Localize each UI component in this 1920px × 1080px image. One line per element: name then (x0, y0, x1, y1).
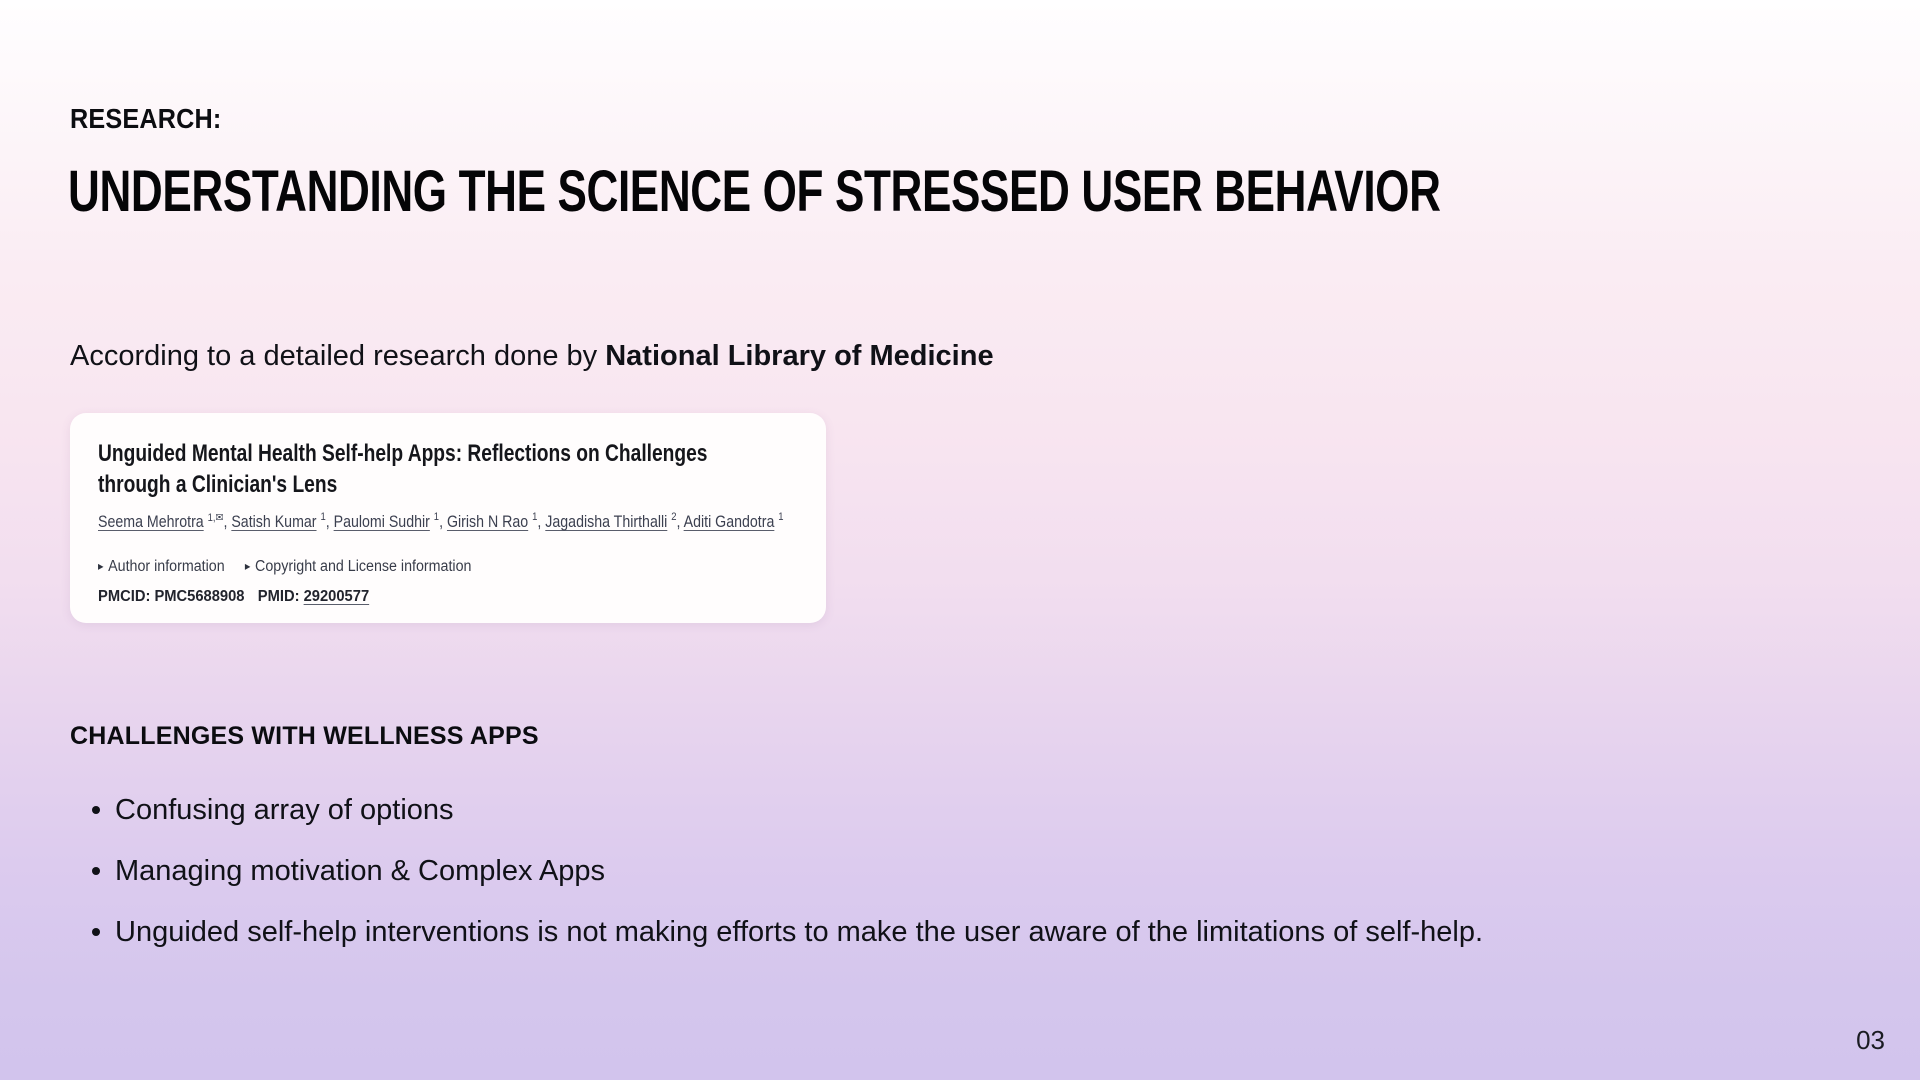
page-title: UNDERSTANDING THE SCIENCE OF STRESSED USER BEHAVIOR (68, 159, 1441, 224)
pmid-label: PMID: (257, 588, 304, 605)
author-separator: , (676, 513, 684, 531)
info-links-row (98, 558, 742, 576)
article-title-line1: Unguided Mental Health Self-help Apps: Reflections on Challenges (98, 440, 708, 467)
author-affiliation-sup: 1 (778, 511, 784, 523)
intro-prefix: According to a detailed research done by (70, 340, 606, 372)
author-separator: , (223, 513, 232, 531)
author-link[interactable]: Girish N Rao (446, 513, 529, 531)
author-item (334, 513, 447, 531)
author-item (545, 513, 683, 531)
pmcid-group (98, 588, 245, 605)
author-item (684, 513, 784, 531)
article-title-line2: through a Clinician's Lens (98, 471, 338, 498)
author-item (98, 513, 231, 531)
author-separator: , (439, 513, 447, 531)
author-link[interactable]: Seema Mehrotra (98, 513, 204, 531)
copyright-information-label: Copyright and License information (255, 558, 472, 575)
citation-card (70, 413, 826, 623)
eyebrow-label: RESEARCH: (70, 103, 222, 134)
author-affiliation-sup: 1 (532, 511, 538, 523)
author-information-toggle[interactable] (98, 558, 225, 575)
list-item: Confusing array of options (70, 795, 1483, 825)
author-link[interactable]: Paulomi Sudhir (333, 513, 430, 531)
author-separator: , (325, 513, 334, 531)
pmid-link[interactable]: 29200577 (303, 588, 370, 605)
pmcid-value: PMC5688908 (154, 588, 245, 605)
disclosure-triangle-icon: ▸ (244, 559, 251, 573)
author-affiliation-sup: 2 (671, 511, 677, 523)
author-information-label: Author information (108, 558, 225, 575)
disclosure-triangle-icon: ▸ (98, 559, 104, 573)
challenges-heading: CHALLENGES WITH WELLNESS APPS (70, 722, 539, 750)
article-title (98, 438, 708, 500)
author-link[interactable]: Aditi Gandotra (683, 513, 775, 531)
author-link[interactable]: Jagadisha Thirthalli (545, 513, 668, 531)
author-item (231, 513, 333, 531)
author-list (98, 511, 784, 532)
intro-text (70, 340, 994, 373)
challenges-list (70, 795, 1483, 978)
author-affiliation-sup: 1 (433, 511, 440, 523)
author-affiliation-sup: 1,✉ (207, 512, 224, 524)
pmid-group (258, 588, 369, 605)
author-affiliation-sup: 1 (320, 511, 326, 523)
author-separator: , (537, 513, 546, 531)
article-ids-row (98, 588, 763, 606)
intro-source-name: National Library of Medicine (605, 340, 994, 372)
copyright-information-toggle[interactable] (245, 558, 472, 575)
author-item (447, 513, 545, 531)
page-number: 03 (1856, 1025, 1885, 1055)
author-link[interactable]: Satish Kumar (231, 513, 317, 531)
pmcid-label: PMCID: (98, 588, 155, 605)
list-item: Managing motivation & Complex Apps (70, 856, 1483, 886)
list-item: Unguided self-help interventions is not making efforts to make the user aware of the limitations of self-help. (70, 917, 1483, 947)
